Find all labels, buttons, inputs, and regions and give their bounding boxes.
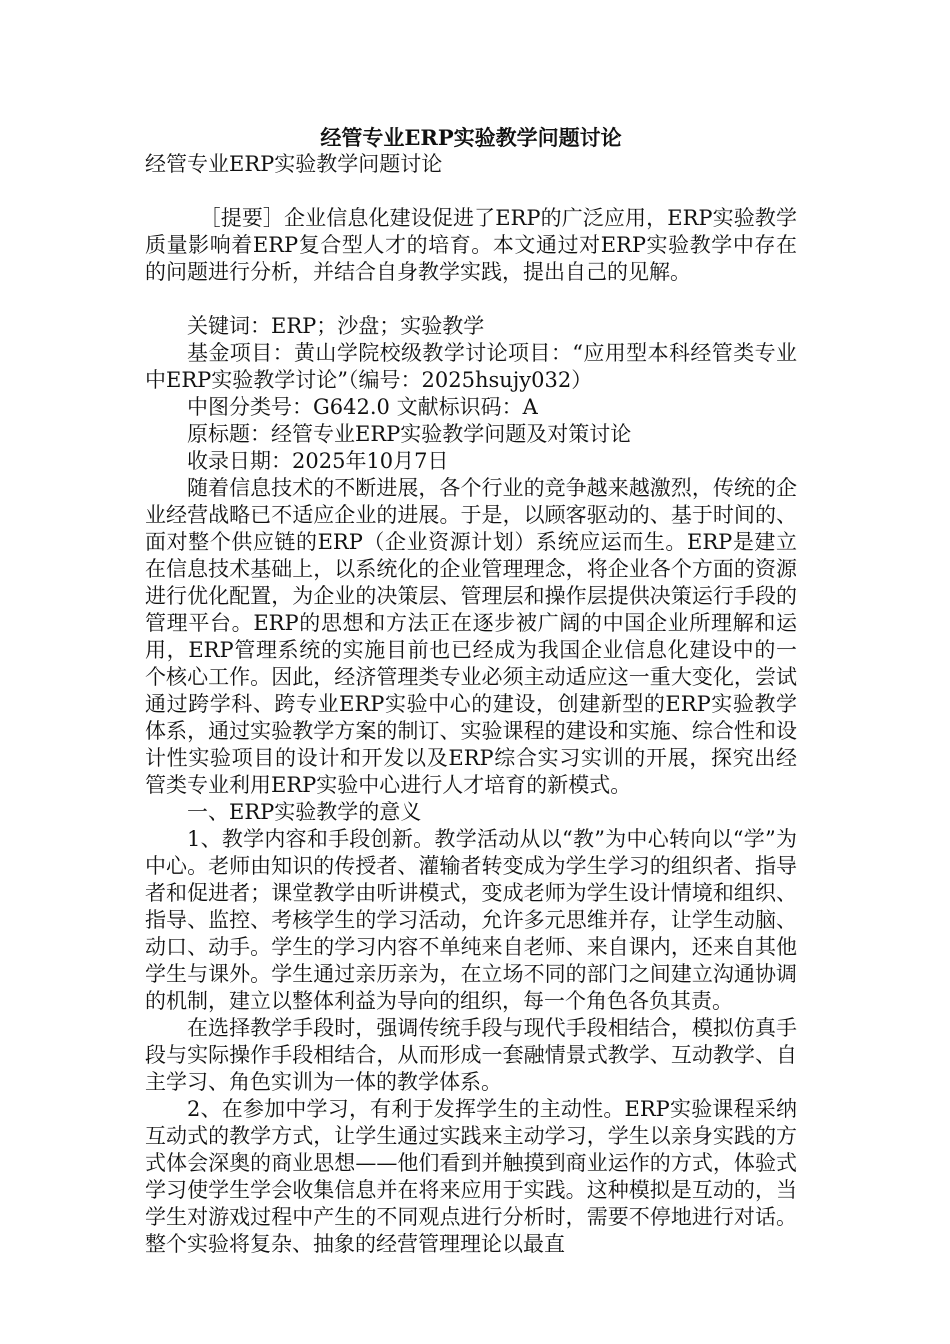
point1-continuation-paragraph: 在选择教学手段时，强调传统手段与现代手段相结合，模拟仿真手段与实际操作手段相结合，从而形成一套融情景式教学、互动教学、自主学习、角色实训为一体的教学体系。 (145, 1016, 797, 1094)
point2-paragraph: 2、在参加中学习，有利于发挥学生的主动性。ERP实验课程采纳互动式的教学方式，让学生通过实践来主动学习，学生以亲身实践的方式体会深奥的商业思想——他们看到并触摸到商业运作的方式，体验式学习使学生学会收集信息并在将来应用于实践。这种模拟是互动的，当学生对游戏过程中产生的不同观点进行分析时，需要不停地进行对话。整个实验将复杂、抽象的经营管理理论以最直 (145, 1097, 797, 1256)
document-title: 经管专业ERP实验教学问题讨论 (320, 125, 622, 150)
classification-line: 中图分类号：G642.0 文献标识码：A (187, 395, 538, 419)
section1-heading: 一、ERP实验教学的意义 (187, 800, 422, 824)
document-page (145, 124, 797, 1258)
point1-paragraph: 1、教学内容和手段创新。教学活动从以“教”为中心转向以“学”为中心。老师由知识的传授者、灌输者转变成为学生学习的组织者、指导者和促进者；课堂教学由听讲模式，变成老师为学生设计情境和组织、指导、监控、考核学生的学习活动，允许多元思维并存，让学生动脑、动口、动手。学生的学习内容不单纯来自老师、来自课内，还来自其他学生与课外。学生通过亲历亲为，在立场不同的部门之间建立沟通协调的机制，建立以整体利益为导向的组织，每一个角色各负其责。 (145, 827, 797, 1013)
keywords-line: 关键词：ERP；沙盘；实验教学 (187, 314, 485, 338)
document-subtitle: 经管专业ERP实验教学问题讨论 (145, 152, 443, 176)
intro-paragraph: 随着信息技术的不断进展，各个行业的竞争越来越激烈，传统的企业经营战略已不适应企业的进展。于是，以顾客驱动的、基于时间的、面对整个供应链的ERP（企业资源计划）系统应运而生。ERP是建立在信息技术基础上，以系统化的企业管理理念，将企业各个方面的资源进行优化配置，为企业的决策层、管理层和操作层提供决策运行手段的管理平台。ERP的思想和方法正在逐步被广阔的中国企业所理解和运用，ERP管理系统的实施目前也已经成为我国企业信息化建设中的一个核心工作。因此，经济管理类专业必须主动适应这一重大变化，尝试通过跨学科、跨专业ERP实验中心的建设，创建新型的ERP实验教学体系，通过实验教学方案的制订、实验课程的建设和实施、综合性和设计性实验项目的设计和开发以及ERP综合实习实训的开展，探究出经管类专业利用ERP实验中心进行人才培育的新模式。 (145, 476, 797, 797)
received-date-line: 收录日期：2025年10月7日 (187, 449, 449, 473)
spacer (145, 286, 797, 313)
original-title-line: 原标题：经管专业ERP实验教学问题及对策讨论 (187, 422, 632, 446)
fund-line: 基金项目：黄山学院校级教学讨论项目：“应用型本科经管类专业中ERP实验教学讨论”（编号：2025hsujy032） (145, 341, 797, 392)
abstract-paragraph: ［提要］企业信息化建设促进了ERP的广泛应用，ERP实验教学质量影响着ERP复合型人才的培育。本文通过对ERP实验教学中存在的问题进行分析，并结合自身教学实践，提出自己的见解。 (145, 206, 797, 284)
